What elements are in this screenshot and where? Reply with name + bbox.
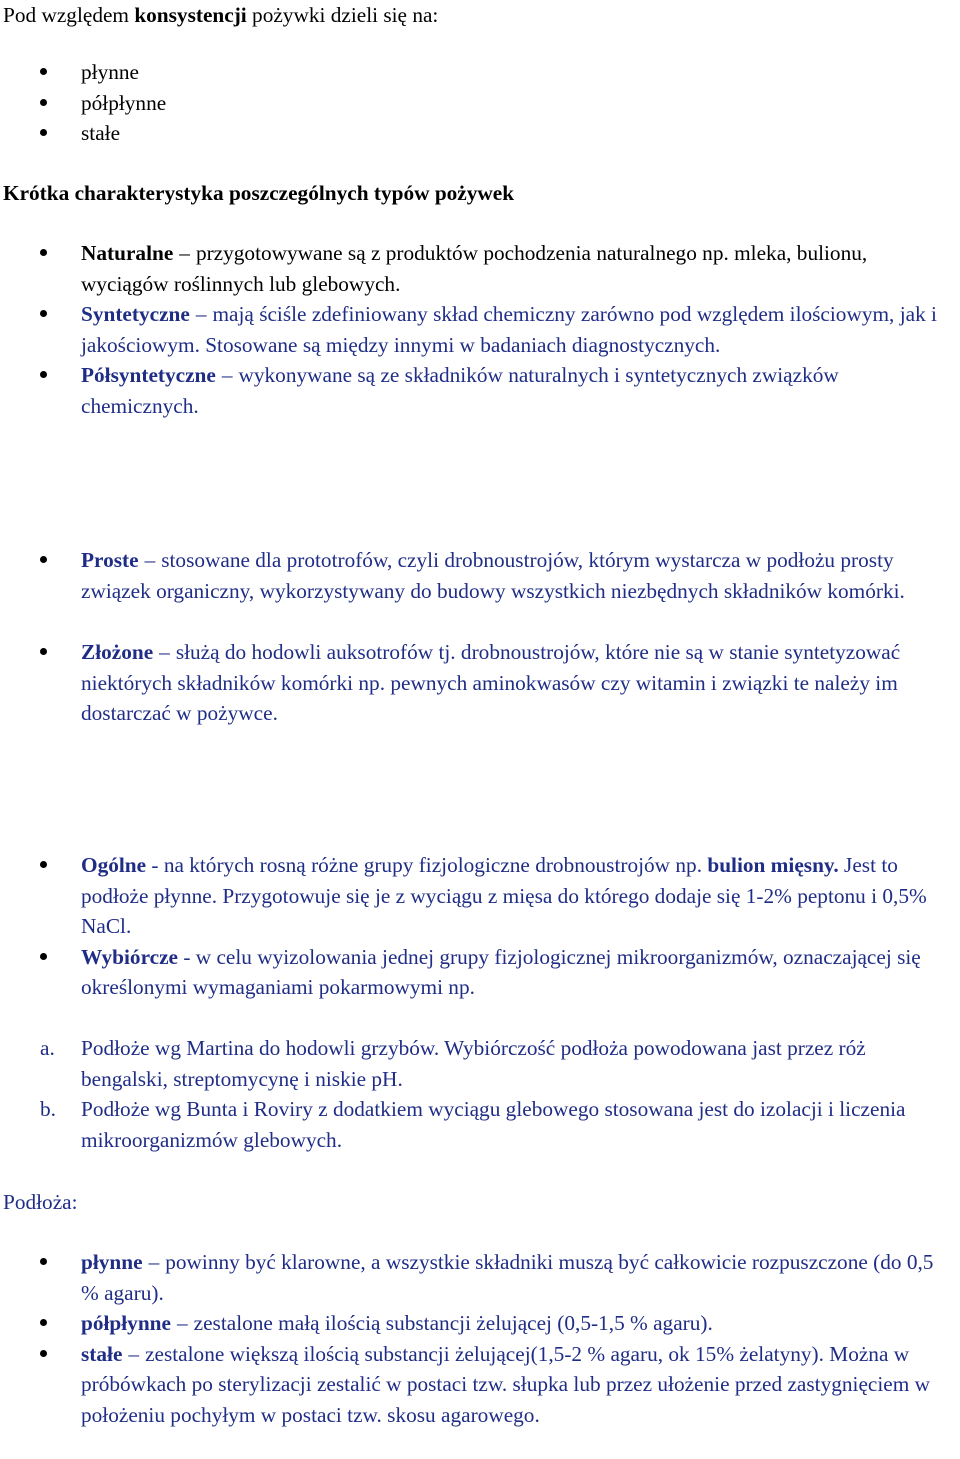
list-item [0,238,960,299]
media-heading-text: Podłoża: [3,1190,78,1214]
list-item-text: Jest to podłoże płynne. Przygotowuje się je z wyciągu z mięsa do którego dodaje się 1-2% peptonu i 0,5% NaCl. [81,853,927,938]
term: Proste [81,548,139,572]
media-list [0,1247,960,1430]
list-item-text: zestalone małą ilością substancji żelującej (0,5-1,5 % agaru). [193,1311,713,1335]
bullet-icon [40,1258,47,1265]
list-item-text: przygotowywane są z produktów pochodzenia naturalnego np. mleka, bulionu, wyciągów roślinnych lub glebowych. [81,241,868,296]
list-item-text: płynne [81,60,139,84]
dash: – [179,241,190,265]
dash: – [128,1341,140,1366]
bullet-icon [40,310,47,317]
bullet-icon [40,249,47,256]
bullet-icon [40,648,47,655]
bullet-icon [40,68,47,75]
list-item [0,118,960,149]
bullet-icon [40,953,47,960]
dash: – [176,1311,188,1335]
bullet-icon [40,556,47,563]
list-item [0,299,960,360]
list-item-text: Podłoże wg Martina do hodowli grzybów. Wybiórczość podłoża powodowana jast przez róż bengalski, streptomycynę i niskie pH. [81,1036,866,1091]
short-char-heading [3,178,514,209]
list-item [0,637,960,729]
term-secondary: bulion mięsny. [707,853,839,877]
list-item [0,360,960,421]
list-item [0,1033,960,1094]
list-item-text: półpłynne [81,90,167,115]
term: Półsyntetyczne [81,363,216,387]
dash: – [148,1250,160,1274]
dash: – [195,302,207,326]
list-item-text: zestalone większą ilością substancji żelującej(1,5-2 % agaru, ok 15% żelatyny). Można w próbówkach po sterylizacji zestalić w postaci tzw. słupka lub przez ułożenie przed zastygnięciem w położeniu pochyłym w postaci tzw. skosu agarowego. [81,1341,930,1427]
dash: – [144,548,156,572]
term: Złożone [81,640,154,664]
nutrition-list [0,545,960,729]
bullet-icon [40,861,47,868]
purpose-list [0,850,960,1003]
consistency-heading-bold: konsystencji [134,3,247,27]
term: Naturalne [81,241,174,265]
dash: – [221,363,233,387]
list-item [0,1247,960,1308]
bullet-icon [40,1350,47,1357]
list-item [0,57,960,88]
selective-media-list [0,1033,960,1155]
consistency-heading-prefix: Pod względem [3,3,135,27]
consistency-heading [3,0,438,31]
list-item [0,850,960,942]
list-item-text: mają ściśle zdefiniowany skład chemiczny zarówno pod względem ilościowym, jak i jakościowym. Stosowane są między innymi w badaniach diagnostycznych. [81,302,937,357]
list-item-text: - na których rosną różne grupy fizjologiczne drobnoustrojów np. [146,853,708,877]
term: Wybiórcze [81,944,178,969]
short-char-list [0,238,960,421]
term: płynne [81,1250,143,1274]
list-item-text: powinny być klarowne, a wszystkie składniki muszą być całkowicie rozpuszczone (do 0,5 % agaru). [81,1250,934,1305]
term: Syntetyczne [81,302,190,326]
list-item [0,88,960,119]
list-marker: a. [40,1036,55,1060]
list-item [0,1308,960,1339]
bullet-icon [40,1319,47,1326]
list-item-text: stałe [81,121,121,145]
consistency-list [0,57,960,149]
media-heading [3,1187,78,1218]
list-item-text: Podłoże wg Bunta i Roviry z dodatkiem wyciągu glebowego stosowana jest do izolacji i liczenia mikroorganizmów glebowych. [81,1097,906,1152]
bullet-icon [40,371,47,378]
term: Ogólne [81,853,147,877]
term: półpłynne [81,1311,171,1335]
list-item [0,1339,960,1431]
list-item [0,942,960,1003]
short-char-heading-text: Krótka charakterystyka poszczególnych typów pożywek [3,181,515,205]
bullet-icon [40,129,47,136]
list-item [0,1094,960,1155]
list-marker: b. [40,1097,56,1121]
list-item-text: stosowane dla prototrofów, czyli drobnoustrojów, którym wystarcza w podłożu prosty związek organiczny, wykorzystywany do budowy wszystkich niezbędnych składników komórki. [81,548,905,603]
list-item-text: - w celu wyizolowania jednej grupy fizjologicznej mikroorganizmów, oznaczającej się określonymi wymaganiami pokarmowymi np. [81,944,921,999]
term: stałe [81,1341,123,1366]
list-item-text: służą do hodowli auksotrofów tj. drobnoustrojów, które nie są w stanie syntetyzować niektórych składników komórki np. pewnych aminokwasów czy witamin i związki te należy im dostarczać w pożywce. [81,640,901,725]
dash: – [159,640,170,664]
bullet-icon [40,99,47,106]
list-item [0,545,960,606]
consistency-heading-suffix: pożywki dzieli się na: [246,3,439,27]
list-item-text: wykonywane są ze składników naturalnych i syntetycznych związków chemicznych. [81,363,839,418]
